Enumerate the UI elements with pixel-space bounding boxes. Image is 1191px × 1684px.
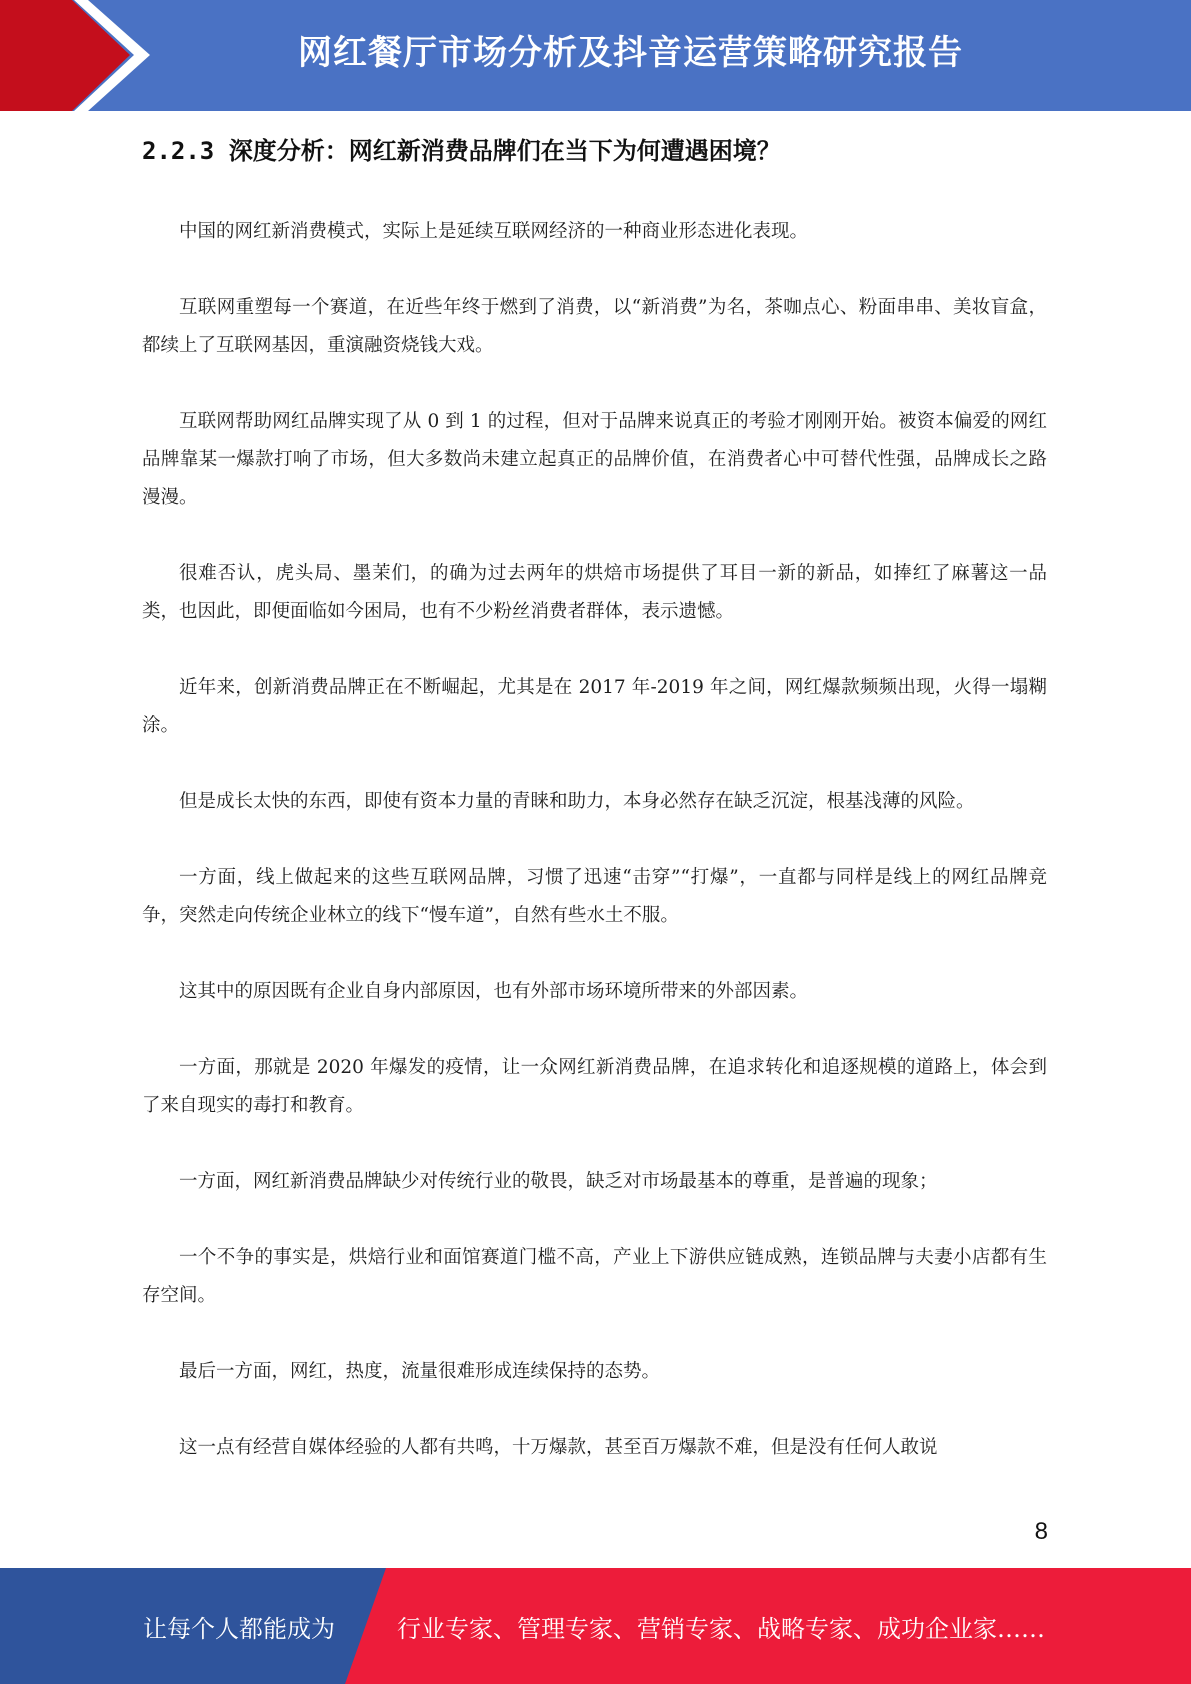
paragraph: 互联网重塑每一个赛道，在近些年终于燃到了消费，以“新消费”为名，茶咖点心、粉面串串、美妆盲盒，都续上了互联网基因，重演融资烧钱大戏。 [142,297,1047,356]
header-red-chevron-decoration [0,0,160,111]
page-body [142,126,1047,1505]
page-number: 8 [1034,1518,1048,1545]
paragraph: 一方面，线上做起来的这些互联网品牌，习惯了迅速“击穿”“打爆”，一直都与同样是线上的网红品牌竞争，突然走向传统企业林立的线下“慢车道”，自然有些水土不服。 [142,867,1047,926]
paragraph: 一方面，网红新消费品牌缺少对传统行业的敬畏，缺乏对市场最基本的尊重，是普遍的现象； [179,1171,938,1192]
page-footer [0,1568,1191,1684]
paragraph: 很难否认，虎头局、墨茉们，的确为过去两年的烘焙市场提供了耳目一新的新品，如捧红了麻薯这一品类，也因此，即便面临如今困局，也有不少粉丝消费者群体，表示遗憾。 [142,563,1047,622]
paragraph: 中国的网红新消费模式，实际上是延续互联网经济的一种商业形态进化表现。 [179,221,809,242]
paragraph: 近年来，创新消费品牌正在不断崛起，尤其是在 2017 年-2019 年之间，网红爆款频频出现，火得一塌糊涂。 [142,677,1047,736]
section-heading: 2.2.3 深度分析：网红新消费品牌们在当下为何遭遇困境？ [142,137,781,165]
paragraph: 但是成长太快的东西，即使有资本力量的青睐和助力，本身必然存在缺乏沉淀，根基浅薄的风险。 [179,791,975,812]
paragraph: 互联网帮助网红品牌实现了从 0 到 1 的过程，但对于品牌来说真正的考验才刚刚开始。被资本偏爱的网红品牌靠某一爆款打响了市场，但大多数尚未建立起真正的品牌价值，在消费者心中可替代性强，品牌成长之路漫漫。 [142,411,1047,508]
paragraph: 一方面，那就是 2020 年爆发的疫情，让一众网红新消费品牌，在追求转化和追逐规模的道路上，体会到了来自现实的毒打和教育。 [142,1057,1047,1116]
paragraph: 最后一方面，网红，热度，流量很难形成连续保持的态势。 [179,1361,661,1382]
footer-slogan-left: 让每个人都能成为 [143,1615,335,1643]
paragraph: 一个不争的事实是，烘焙行业和面馆赛道门槛不高，产业上下游供应链成熟，连锁品牌与夫妻小店都有生存空间。 [142,1247,1047,1306]
page-header [0,0,1191,111]
paragraph: 这一点有经营自媒体经验的人都有共鸣，十万爆款，甚至百万爆款不难，但是没有任何人敢说 [179,1437,938,1458]
body-text [142,213,1047,1467]
footer-slogan-right: 行业专家、管理专家、营销专家、战略专家、成功企业家…… [397,1615,1045,1643]
report-title: 网红餐厅市场分析及抖音运营策略研究报告 [298,33,963,73]
paragraph: 这其中的原因既有企业自身内部原因，也有外部市场环境所带来的外部因素。 [179,981,809,1002]
